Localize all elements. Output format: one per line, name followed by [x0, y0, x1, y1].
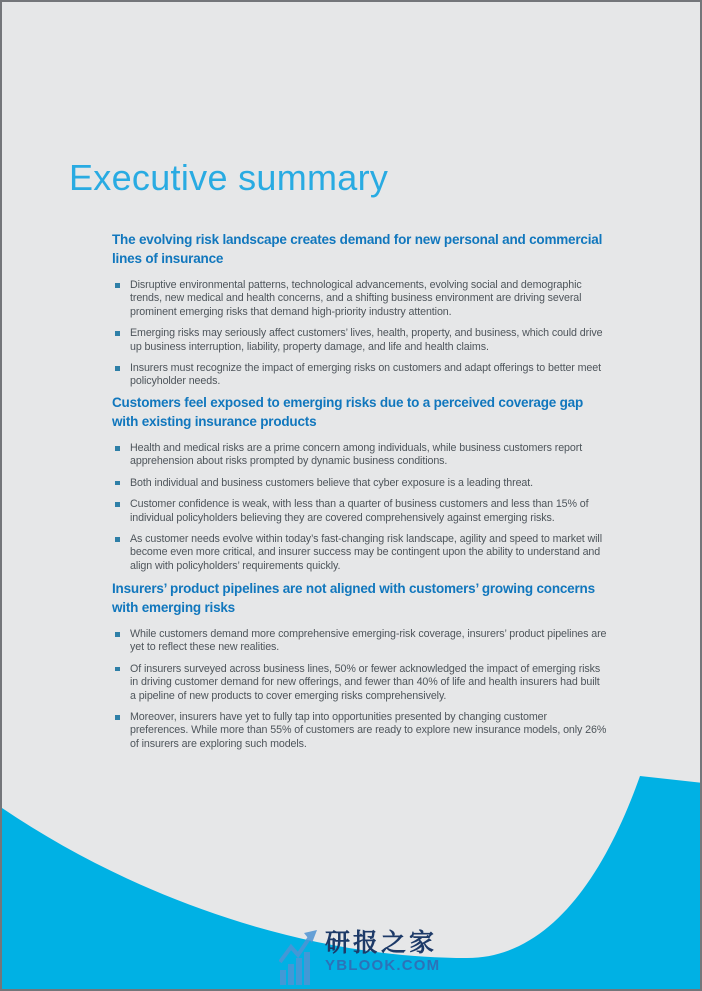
bullet-text: As customer needs evolve within today’s fast-changing risk landscape, agility and speed to market will become even more critical, and insurer success may be contingent upon the ability to understand and align with policyholders’ requirements quickly.	[130, 533, 602, 572]
section-heading: Insurers’ product pipelines are not aligned with customers’ growing concerns with emerging risks	[112, 581, 595, 615]
page-title: Executive summary	[69, 157, 389, 198]
bullet-square-icon	[115, 502, 120, 507]
bullet-text: While customers demand more comprehensive emerging-risk coverage, insurers’ product pipelines are yet to reflect these new realities.	[130, 628, 607, 654]
bullet-text: Moreover, insurers have yet to fully tap into opportunities presented by changing customer preferences. While more than 55% of customers are ready to explore new insurance models, only 26% of insurers are exploring such models.	[130, 711, 607, 750]
bullet-text: Customer confidence is weak, with less than a quarter of business customers and less than 15% of individual policyholders believing they are covered comprehensively against emerging risks.	[130, 498, 589, 524]
bullet-square-icon	[115, 537, 120, 542]
section-risk-landscape	[112, 231, 609, 397]
bullet-text: Health and medical risks are a prime concern among individuals, while business customers report apprehension about risks prompted by dynamic business conditions.	[130, 442, 583, 468]
bullet-list	[112, 628, 609, 751]
bullet-text: Emerging risks may seriously affect customers’ lives, health, property, and business, which could drive up business interruption, liability, property damage, and life and health claims.	[130, 327, 603, 353]
bullet-text: Of insurers surveyed across business lines, 50% or fewer acknowledged the impact of emerging risks in driving customer demand for new offerings, and fewer than 40% of life and health insurers had built a pipeline of new products to cover emerging risks comprehensively.	[130, 662, 601, 702]
watermark-brand-site: YBLOOK.COM	[325, 957, 441, 974]
list-item	[112, 663, 608, 703]
bar-chart-growth-icon	[279, 930, 319, 985]
list-item	[112, 327, 608, 354]
bullet-square-icon	[115, 366, 120, 371]
watermark-brand-cn: 研报之家	[325, 929, 438, 957]
list-item	[112, 628, 608, 655]
bullet-text: Disruptive environmental patterns, technological advancements, evolving social and demographic trends, new medical and health concerns, and a shifting business environment are driving several prominent emerging risks that demand high-priority industry attention.	[130, 279, 582, 318]
bullet-square-icon	[115, 715, 120, 720]
bullet-square-icon	[115, 481, 120, 486]
bullet-list	[112, 279, 609, 389]
section-heading: The evolving risk landscape creates demand for new personal and commercial lines of insurance	[112, 232, 603, 266]
bullet-square-icon	[115, 283, 120, 288]
section-coverage-gap	[112, 394, 609, 581]
list-item	[112, 279, 608, 319]
bullet-list	[112, 442, 609, 573]
list-item	[112, 533, 608, 573]
bullet-text: Insurers must recognize the impact of emerging risks on customers and adapt offerings to better meet policyholder needs.	[130, 362, 601, 388]
list-item	[112, 477, 608, 490]
bullet-text: Both individual and business customers believe that cyber exposure is a leading threat.	[130, 476, 534, 489]
list-item	[112, 362, 608, 389]
bullet-square-icon	[115, 667, 120, 672]
bullet-square-icon	[115, 331, 120, 336]
section-heading: Customers feel exposed to emerging risks due to a perceived coverage gap with existing insurance products	[112, 395, 584, 429]
list-item	[112, 498, 608, 525]
section-product-pipelines	[112, 580, 609, 759]
watermark-text	[325, 930, 440, 974]
bullet-square-icon	[115, 446, 120, 451]
list-item	[112, 442, 608, 469]
watermark	[279, 930, 440, 985]
list-item	[112, 711, 608, 751]
bullet-square-icon	[115, 632, 120, 637]
